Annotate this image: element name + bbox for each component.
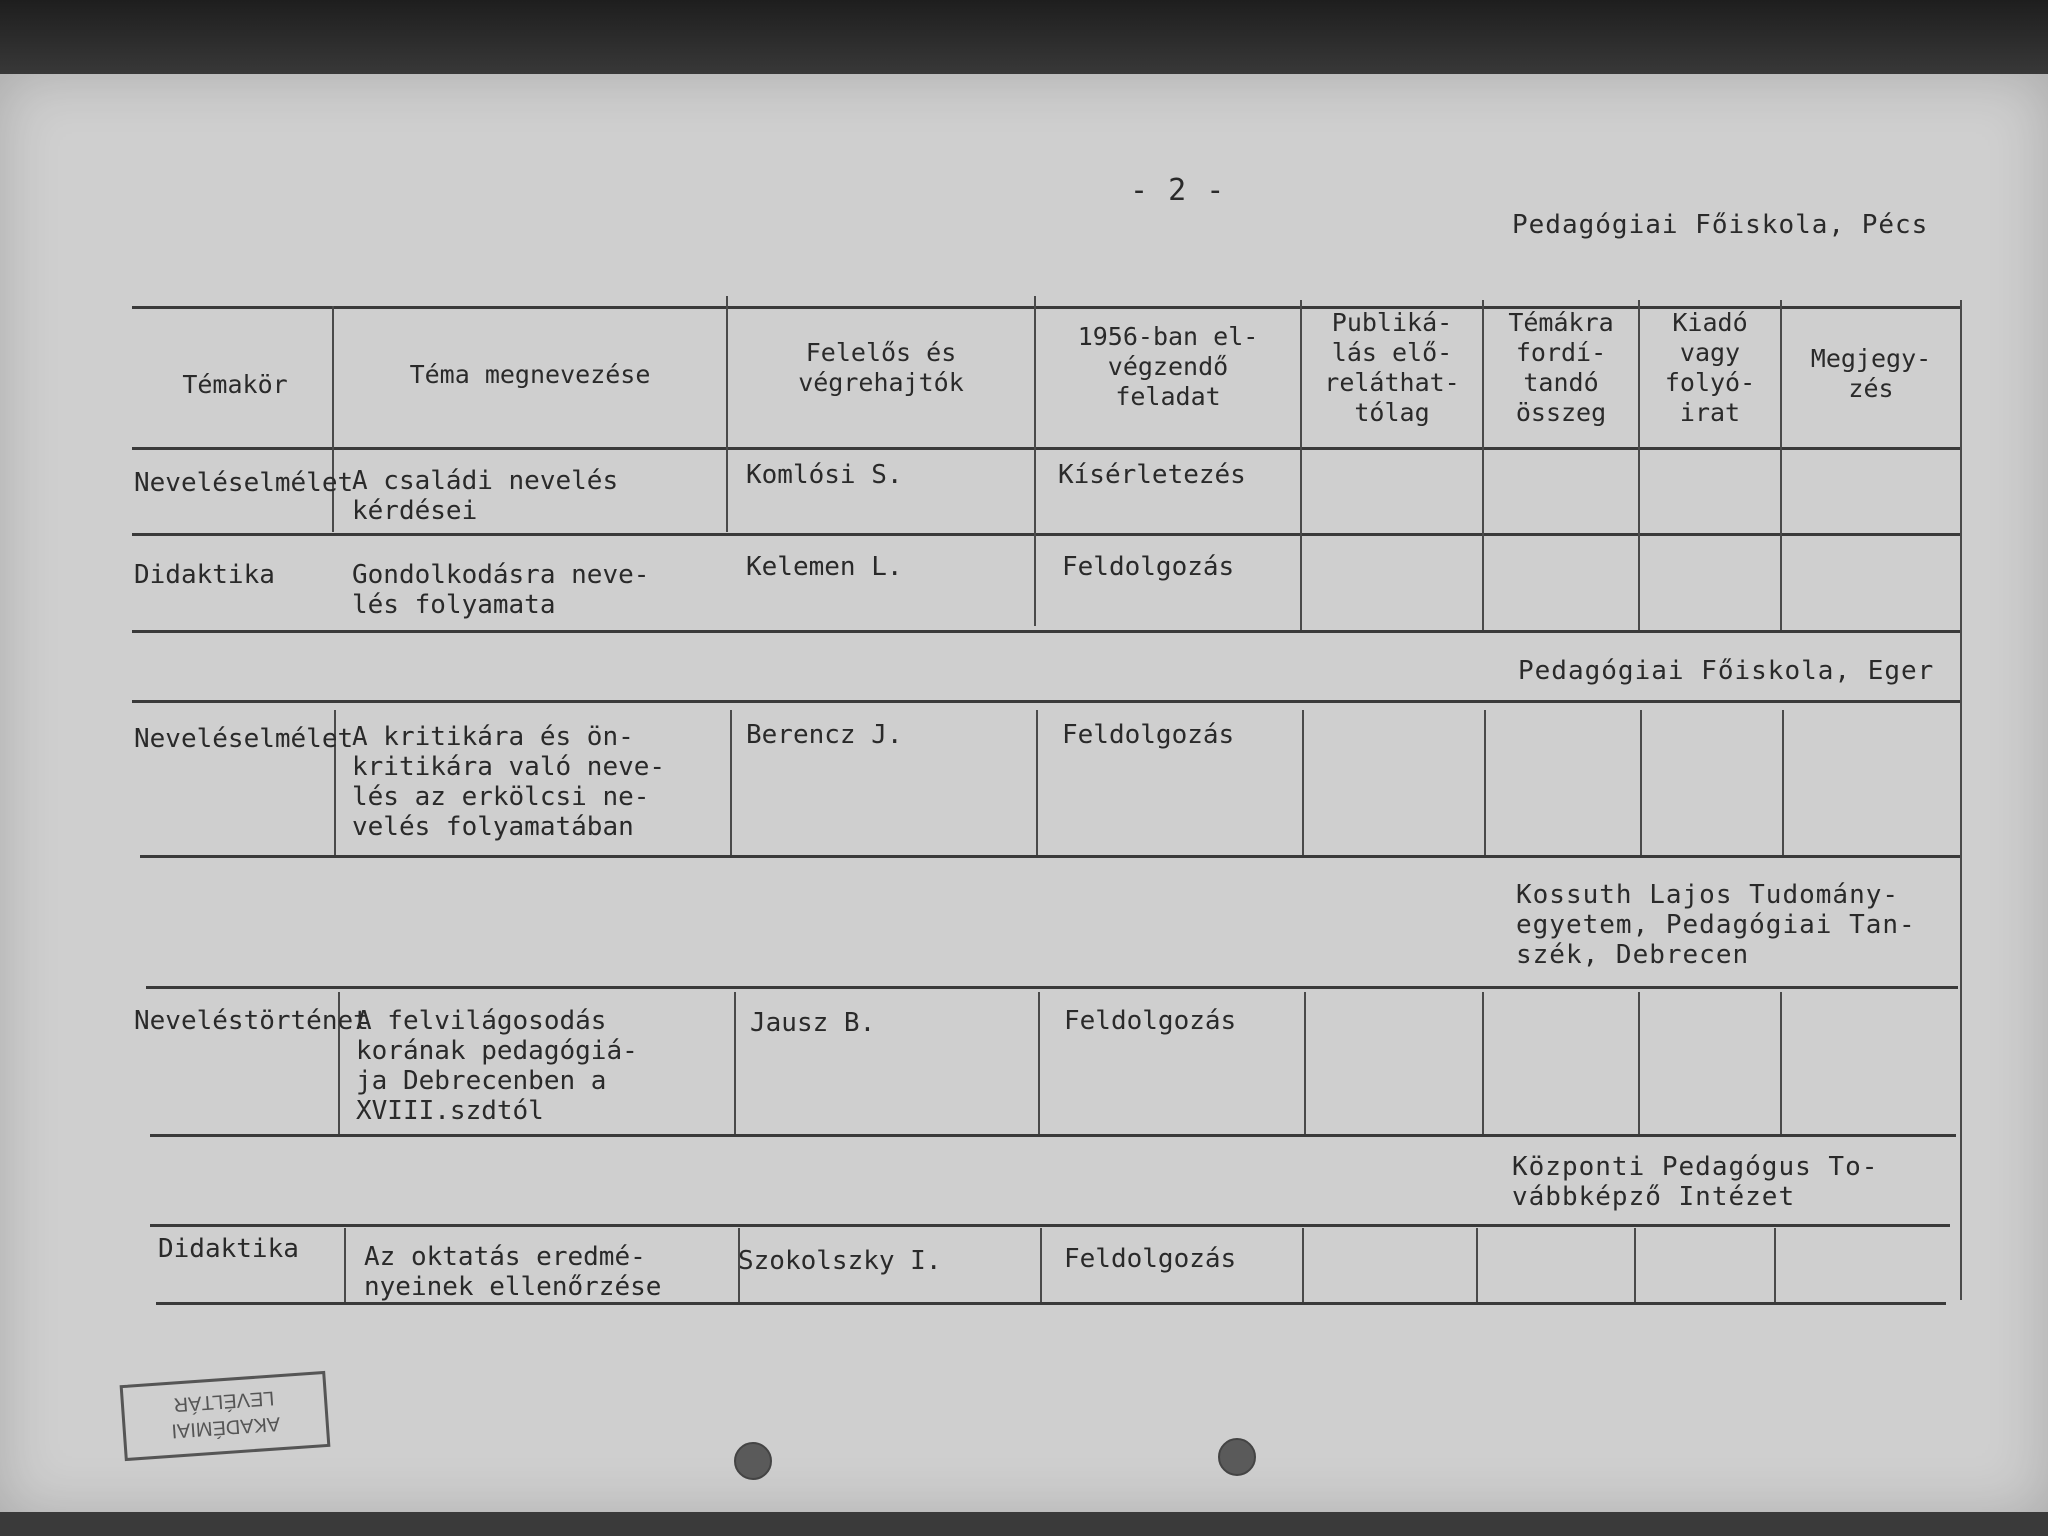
col-divider: [730, 710, 732, 855]
institution-debrecen-2: egyetem, Pedagógiai Tan-: [1516, 910, 1916, 940]
col-divider: [1484, 710, 1486, 855]
institution-debrecen-3: szék, Debrecen: [1516, 940, 1750, 970]
stamp-line1: AKADÉMIAI: [170, 1412, 281, 1442]
institution-debrecen-1: Kossuth Lajos Tudomány-: [1516, 880, 1900, 910]
stamp-line2: LEVÉLTÁR: [172, 1386, 275, 1416]
row-rule: [150, 1134, 1956, 1137]
col-divider: [1302, 1228, 1304, 1302]
col-divider: [734, 992, 736, 1134]
punch-hole: [734, 1442, 772, 1480]
col-divider: [1640, 710, 1642, 855]
col-divider: [1780, 300, 1782, 630]
row1-topic: Neveléselmélet: [134, 468, 354, 498]
col-divider: [1036, 710, 1038, 855]
col-divider: [332, 306, 334, 532]
institution-kpti-2: vábbképző Intézet: [1512, 1182, 1796, 1212]
row2-title: Gondolkodásra neve- lés folyamata: [352, 560, 650, 620]
header-publication: Publiká- lás elő- reláthat- tólag: [1324, 308, 1460, 427]
punch-hole: [1218, 1438, 1256, 1476]
table-bottom-rule: [156, 1302, 1946, 1305]
header-amount: Témákra fordí- tandó összeg: [1508, 308, 1614, 427]
row-rule: [132, 533, 1962, 536]
row-rule: [132, 630, 1962, 633]
col-divider: [1638, 992, 1640, 1134]
col-divider: [1302, 710, 1304, 855]
row3-title: A kritikára és ön- kritikára való neve- lés az erkölcsi ne- velés folyamatában: [352, 722, 666, 842]
row4-title: A felvilágosodás korának pedagógiá- ja Debrecenben a XVIII.szdtól: [356, 1006, 638, 1126]
archive-stamp: [120, 1371, 331, 1461]
col-divider: [1304, 992, 1306, 1134]
header-publisher: Kiadó vagy folyó- irat: [1664, 308, 1756, 427]
row2-task: Feldolgozás: [1062, 552, 1235, 582]
row2-person: Kelemen L.: [746, 552, 903, 582]
row-rule: [132, 700, 1962, 703]
institution-eger: Pedagógiai Főiskola, Eger: [1518, 656, 1935, 686]
institution-kpti-1: Központi Pedagógus To-: [1512, 1152, 1879, 1182]
col-divider: [1300, 300, 1302, 630]
row5-title: Az oktatás eredmé- nyeinek ellenőrzése: [364, 1242, 662, 1302]
page-number: - 2 -: [1130, 173, 1226, 208]
row2-topic: Didaktika: [134, 560, 275, 590]
col-divider: [344, 1228, 346, 1302]
row5-topic: Didaktika: [158, 1234, 299, 1264]
header-responsible: Felelős és végrehajtók: [798, 338, 964, 397]
col-divider: [1482, 300, 1484, 630]
row1-person: Komlósi S.: [746, 460, 903, 490]
col-divider: [1782, 710, 1784, 855]
row-rule: [150, 1224, 1950, 1227]
row-rule: [146, 986, 1958, 989]
row3-topic: Neveléselmélet: [134, 724, 354, 754]
row4-topic: Neveléstörténet: [134, 1006, 369, 1036]
col-divider: [1774, 1228, 1776, 1302]
table-right-edge: [1960, 300, 1962, 1300]
row3-person: Berencz J.: [746, 720, 903, 750]
background-top: [0, 0, 2048, 80]
col-divider: [1038, 992, 1040, 1134]
row-rule: [140, 855, 1960, 858]
header-bottom-rule: [132, 447, 1962, 450]
header-task: 1956-ban el- végzendő feladat: [1077, 322, 1259, 411]
row4-task: Feldolgozás: [1064, 1006, 1237, 1036]
row5-person: Szokolszky I.: [738, 1246, 942, 1276]
col-divider: [1482, 992, 1484, 1134]
header-notes: Megjegy- zés: [1810, 344, 1932, 403]
col-divider: [1034, 296, 1036, 626]
header-topic: Témakör: [182, 370, 288, 399]
row1-title: A családi nevelés kérdései: [352, 466, 619, 526]
col-divider: [1780, 992, 1782, 1134]
col-divider: [726, 296, 728, 532]
background-bottom: [0, 1512, 2048, 1536]
document-page: [0, 74, 2048, 1516]
row1-task: Kísérletezés: [1058, 460, 1246, 490]
col-divider: [1638, 300, 1640, 630]
institution-pecs: Pedagógiai Főiskola, Pécs: [1512, 210, 1929, 240]
col-divider: [1476, 1228, 1478, 1302]
row4-person: Jausz B.: [750, 1008, 876, 1038]
header-title: Téma megnevezése: [409, 360, 651, 389]
col-divider: [1634, 1228, 1636, 1302]
col-divider: [1040, 1228, 1042, 1302]
row3-task: Feldolgozás: [1062, 720, 1235, 750]
row5-task: Feldolgozás: [1064, 1244, 1237, 1274]
